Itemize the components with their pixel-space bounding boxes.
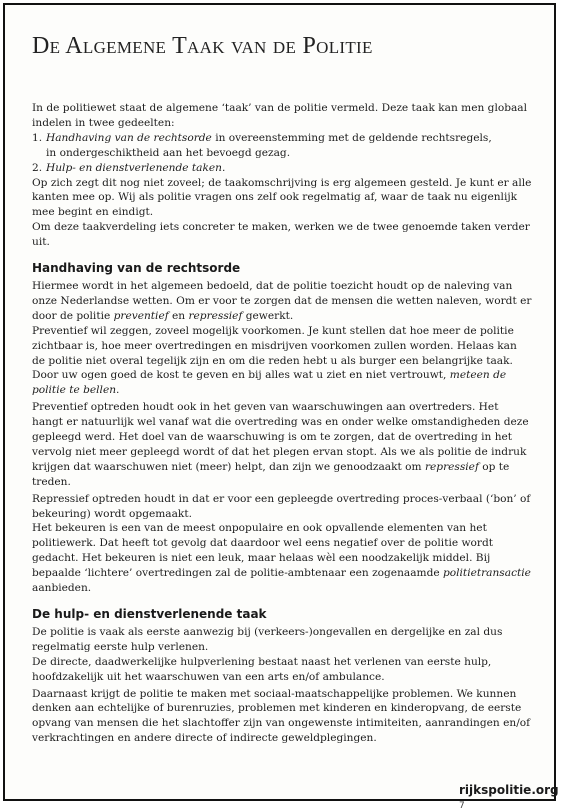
intro-paragraph-1: In de politiewet staat de algemene ‘taak’ van de politie vermeld. Deze taak kan men globaal indelen in twee gedeelten: (32, 102, 528, 129)
hulpverlening-paragraph-1: De politie is vaak als eerste aanwezig bij (verkeers-)ongevallen en dergelijke en zal dus regelmatig eerste hulp verlenen. (32, 625, 503, 653)
document-body (32, 101, 532, 746)
intro-paragraph-2: Op zich zegt dit nog niet zoveel; de taakomschrijving is erg algemeen gesteld. Je kunt er alle kanten mee op. Wij als politie vragen ons zelf ook regelmatig af, waar de taak nu eigenlijk mee begint en eindigt. (32, 176, 532, 219)
list-number-2: 2. (32, 161, 43, 174)
text-run: aanbieden. (32, 582, 92, 595)
text-run: op te treden. (32, 460, 510, 488)
emphasis-repressief: repressief (188, 309, 243, 322)
rechtsorde-paragraph-4: Repressief optreden houdt in dat er voor een gepleegde overtreding proces-verbaal (‘bon’ of bekeuring) wordt opgemaakt. (32, 492, 531, 520)
rechtsorde-paragraph-3 (32, 400, 532, 489)
emphasis-repressief: repressief (424, 460, 479, 473)
document-page (3, 3, 559, 811)
page-number: 7 (459, 801, 465, 811)
text-run: en (168, 309, 189, 322)
list-item-2 (32, 161, 532, 176)
text-run: Hiermee wordt in het algemeen bedoeld, dat de politie toezicht houdt op de naleving van onze Nederlandse wetten. Om er voor te zorgen dat de mensen die wetten naleven, wordt er door de politie (32, 279, 532, 322)
rechtsorde-paragraph-1 (32, 279, 532, 324)
rechtsorde-paragraph-5 (32, 521, 532, 596)
intro-paragraph-3: Om deze taakverdeling iets concreter te maken, werken we de twee genoemde taken verder uit. (32, 221, 530, 249)
text-run: Preventief wil zeggen, zoveel mogelijk voorkomen. Je kunt stellen dat hoe meer de politie zichtbaar is, hoe meer overtredingen en misdrijven voorkomen zullen worden. Helaas kan de politie niet overal tegelijk zijn en om die reden hebt u als burger een belangrijke taak. Door uw ogen goed de kost te geven en bij alles wat u ziet en niet vertrouwt, (32, 324, 517, 382)
emphasis-politietransactie: politietransactie (443, 567, 531, 580)
rechtsorde-paragraph-2 (32, 324, 532, 399)
list-item-1-emphasis: Handhaving van de rechtsorde (46, 131, 212, 144)
page-title: De Algemene Taak van de Politie (32, 33, 373, 59)
site-watermark: rijkspolitie.org (459, 783, 559, 797)
list-number-1: 1. (32, 131, 43, 144)
text-run: Het bekeuren is een van de meest onpopulaire en ook opvallende elementen van het politiewerk. Dat heeft tot gevolg dat daardoor wel eens negatief over de politie wordt gedacht. Het bekeuren is niet een leuk, maar helaas wèl een noodzakelijk middel. Bij bepaalde ‘lichtere’ overtredingen zal de politie-ambtenaar een zogenaamde (32, 522, 494, 580)
text-run: Preventief optreden houdt ook in het geven van waarschuwingen aan overtreders. Het hangt er natuurlijk wel vanaf wat die overtreding was en onder welke omstandigheden deze gepleegd werd. Het doel van de waarschuwing is om te zorgen, dat de overtreding in het vervolg niet meer gepleegd wordt of dat het plegen ervan stopt. Als we als politie de indruk krijgen dat waarschuwen niet (meer) helpt, dan zijn we genoodzaakt om (32, 401, 529, 473)
emphasis-bellen: meteen de politie te bellen. (32, 369, 507, 397)
list-item-1-text: in overeenstemming met de geldende rechtsregels, (211, 131, 492, 144)
section-heading-hulpverlening: De hulp- en dienstverlenende taak (32, 607, 267, 621)
section-heading-rechtsorde: Handhaving van de rechtsorde (32, 261, 241, 276)
list-item-1-continuation: in ondergeschiktheid aan het bevoegd gezag. (46, 146, 291, 159)
hulpverlening-paragraph-3: Daarnaast krijgt de politie te maken met sociaal-maatschappelijke problemen. We kunnen denken aan echtelijke of burenruzies, problemen met kinderen en kinderopvang, de eerste opvang van mensen die het slachtoffer zijn van ongewenste intimiteiten, aanrandingen en/of verkrachtingen en andere directe of indirecte geweldplegingen. (32, 687, 531, 745)
footer-watermark (459, 783, 559, 811)
list-item-2-emphasis: Hulp- en dienstverlenende taken. (46, 161, 226, 174)
hulpverlening-paragraph-2: De directe, daadwerkelijke hulpverlening bestaat naast het verlenen van eerste hulp, hoofdzakelijk uit het waarschuwen van een arts en/of ambulance. (32, 655, 492, 683)
text-run: gewerkt. (242, 309, 294, 322)
list-item-1 (32, 131, 532, 161)
emphasis-preventief: preventief (113, 309, 169, 322)
